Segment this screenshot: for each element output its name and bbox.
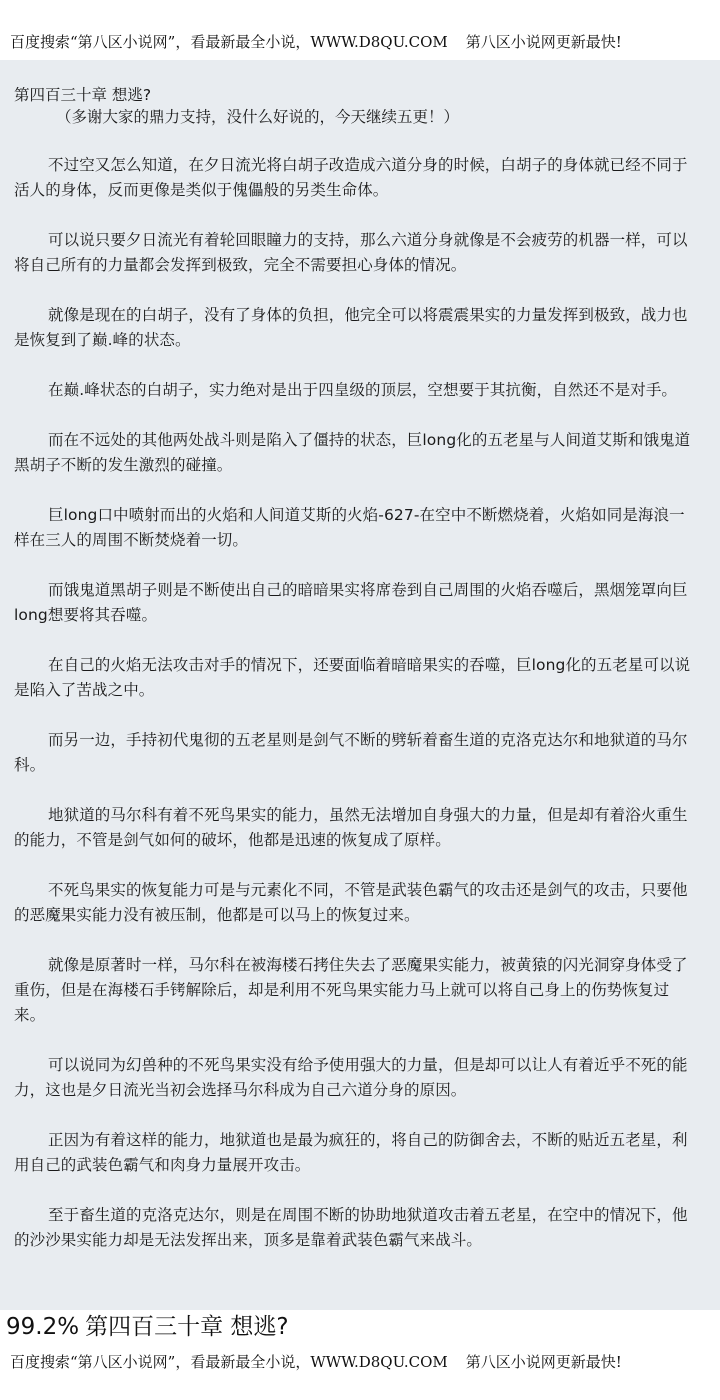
paragraph: 不死鸟果实的恢复能力可是与元素化不同，不管是武装色霸气的攻击还是剑气的攻击，只要他的恶魔果实能力没有被压制，他都是可以马上的恢复过来。 [14,881,688,924]
paragraph: 巨long口中喷射而出的火焰和人间道艾斯的火焰-627-在空中不断燃烧着，火焰如同是海浪一样在三人的周围不断焚烧着一切。 [14,506,685,549]
banner-left-text: 百度搜索“第八区小说网”，看最新最全小说，WWW.D8QU.COM [10,33,448,51]
paragraph: 而另一边，手持初代鬼彻的五老星则是剑气不断的劈斩着畜生道的克洛克达尔和地狱道的马尔科。 [14,731,688,774]
reading-progress [6,1310,289,1344]
banner-right-text: 第八区小说网更新最快! [465,33,622,51]
paragraph: 在巅.峰状态的白胡子，实力绝对是出于四皇级的顶层，空想要于其抗衡，自然还不是对手。 [48,381,678,399]
paragraph: 在自己的火焰无法攻击对手的情况下，还要面临着暗暗果实的吞噬，巨long化的五老星可以说是陷入了苦战之中。 [14,656,691,699]
paragraph: 就像是现在的白胡子，没有了身体的负担，他完全可以将震震果实的力量发挥到极致，战力也是恢复到了巅.峰的状态。 [14,306,688,349]
author-note: （多谢大家的鼎力支持，没什么好说的，今天继续五更！） [56,108,460,126]
paragraph: 而在不远处的其他两处战斗则是陷入了僵持的状态，巨long化的五老星与人间道艾斯和饿鬼道黑胡子不断的发生激烈的碰撞。 [14,431,691,474]
paragraph: 而饿鬼道黑胡子则是不断使出自己的暗暗果实将席卷到自己周围的火焰吞噬后，黑烟笼罩向巨long想要将其吞噬。 [14,581,688,624]
chapter-content[interactable] [0,60,720,1310]
banner-right-text: 第八区小说网更新最快! [465,1353,622,1371]
paragraph: 地狱道的马尔科有着不死鸟果实的能力，虽然无法增加自身强大的力量，但是却有着浴火重生的能力，不管是剑气如何的破坏，他都是迅速的恢复成了原样。 [14,806,688,849]
progress-percent: 99.2% [6,1314,80,1340]
paragraph: 至于畜生道的克洛克达尔，则是在周围不断的协助地狱道攻击着五老星，在空中的情况下，他的沙沙果实能力却是无法发挥出来，顶多是靠着武装色霸气来战斗。 [14,1206,688,1249]
banner-left-text: 百度搜索“第八区小说网”，看最新最全小说，WWW.D8QU.COM [10,1353,448,1371]
paragraph: 可以说同为幻兽种的不死鸟果实没有给予使用强大的力量，但是却可以让人有着近乎不死的能力，这也是夕日流光当初会选择马尔科成为自己六道分身的原因。 [14,1056,688,1099]
progress-chapter-title: 第四百三十章 想逃? [85,1314,289,1340]
paragraph: 不过空又怎么知道，在夕日流光将白胡子改造成六道分身的时候，白胡子的身体就已经不同于活人的身体，反而更像是类似于傀儡般的另类生命体。 [14,156,688,199]
paragraph: 可以说只要夕日流光有着轮回眼瞳力的支持，那么六道分身就像是不会疲劳的机器一样，可以将自己所有的力量都会发挥到极致，完全不需要担心身体的情况。 [14,231,688,274]
chapter-title: 第四百三十章 想逃? [14,86,152,104]
paragraph: 正因为有着这样的能力，地狱道也是最为疯狂的，将自己的防御舍去，不断的贴近五老星，利用自己的武装色霸气和肉身力量展开攻击。 [14,1131,688,1174]
bottom-site-banner [0,1344,720,1380]
top-site-banner [0,24,720,60]
paragraph: 就像是原著时一样，马尔科在被海楼石拷住失去了恶魔果实能力，被黄猿的闪光洞穿身体受了重伤，但是在海楼石手铐解除后，却是利用不死鸟果实能力马上就可以将自己身上的伤势恢复过来。 [14,956,688,1024]
